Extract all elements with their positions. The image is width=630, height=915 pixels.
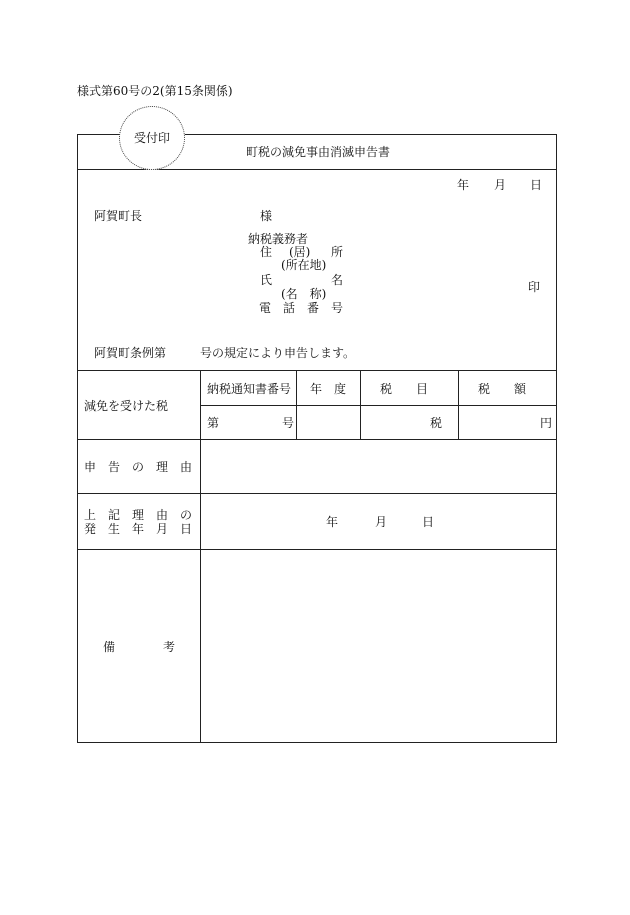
cell-tax-suffix: 税 [430, 416, 443, 430]
table-top-line [77, 370, 557, 371]
table-header-line [200, 405, 557, 406]
address-label-b: 所 [331, 245, 344, 259]
col-header-fiscal-year: 年 度 [310, 382, 347, 396]
reason-top-line [77, 439, 557, 440]
date-year: 年 [457, 178, 470, 192]
row-label-reduced-tax: 減免を受けた税 [84, 399, 169, 413]
col-divider-2 [360, 370, 361, 439]
seal-mark: 印 [528, 280, 541, 294]
row-label-remarks: 備 考 [103, 640, 176, 654]
addressee-name: 阿賀町長 [94, 209, 143, 223]
col-header-notice-number: 納税通知書番号 [207, 382, 292, 396]
cell-number-prefix: 第 [207, 416, 220, 430]
taxpayer-heading: 納税義務者 [248, 232, 309, 246]
date-month: 月 [494, 178, 507, 192]
label-column-divider [200, 370, 201, 743]
date-day: 日 [530, 178, 543, 192]
statement-prefix: 阿賀町条例第 [94, 346, 167, 360]
addressee-honorific: 様 [260, 209, 273, 223]
row-label-occurrence-2: 発 生 年 月 日 [84, 522, 193, 536]
name-label-a: 氏 [260, 273, 273, 287]
address-label-a: 住 [260, 245, 273, 259]
col-divider-3 [458, 370, 459, 439]
reception-stamp [119, 106, 185, 170]
name-label-b: 名 [331, 273, 344, 287]
row-label-occurrence-1: 上 記 理 由 の [84, 508, 193, 522]
col-header-tax-item: 税 目 [380, 382, 429, 396]
occurrence-year: 年 [326, 515, 339, 529]
statement-suffix: 号の規定により申告します。 [200, 346, 356, 360]
cell-number-suffix: 号 [282, 416, 295, 430]
name-sub: (名 称) [281, 287, 327, 301]
cell-yen: 円 [540, 416, 553, 430]
occurrence-day: 日 [422, 515, 435, 529]
reception-stamp-label: 受付印 [133, 131, 170, 145]
col-header-tax-amount: 税 額 [478, 382, 527, 396]
address-label-mid: (居) [289, 245, 311, 259]
col-divider-1 [296, 370, 297, 439]
remarks-top-line [77, 549, 557, 550]
occurrence-top-line [77, 493, 557, 494]
row-label-reason: 申 告 の 理 由 [84, 460, 193, 474]
occurrence-month: 月 [375, 515, 388, 529]
form-number: 様式第60号の2(第15条関係) [77, 84, 233, 98]
address-sub: (所在地) [281, 258, 327, 272]
phone-label: 電 話 番 号 [259, 301, 344, 315]
form-title: 町税の減免事由消滅申告書 [246, 145, 391, 159]
